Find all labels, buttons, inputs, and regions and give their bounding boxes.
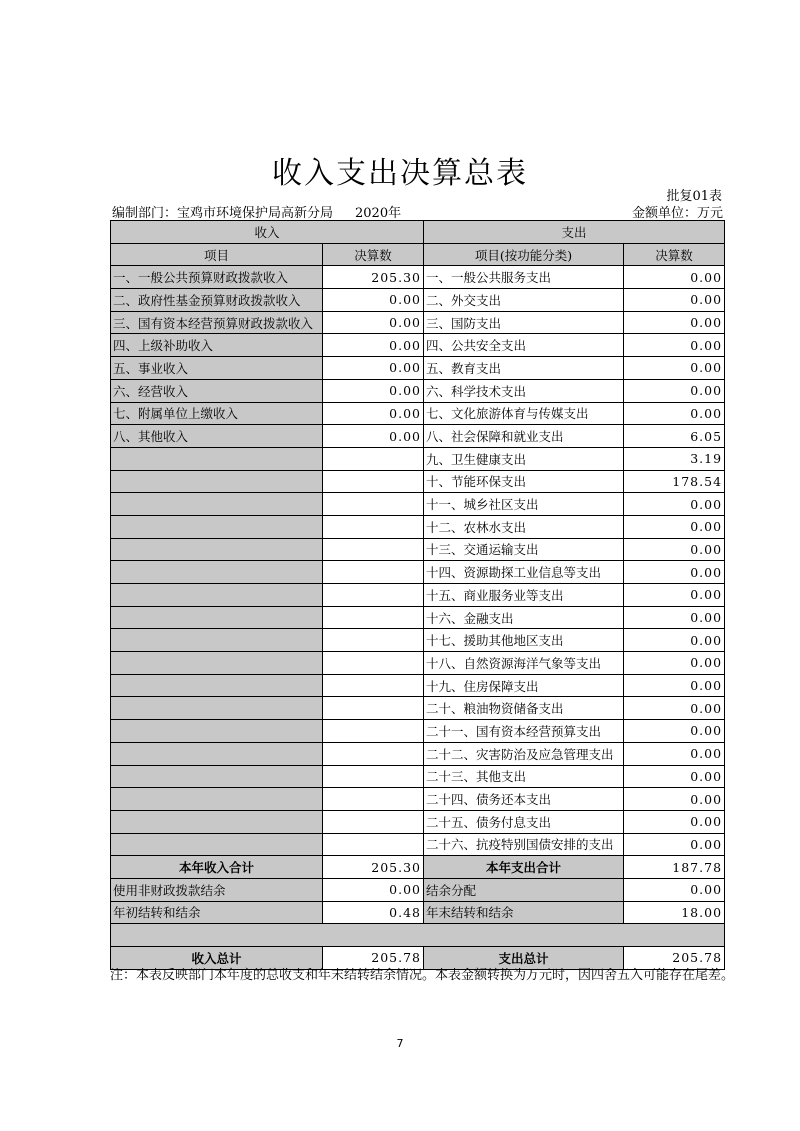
income-item-label: 五、事业收入	[111, 357, 323, 380]
expense-item-label: 十九、住房保障支出	[424, 674, 624, 697]
begin-carryover-label: 年初结转和结余	[111, 901, 323, 924]
table-row	[111, 266, 725, 289]
expense-item-value: 0.00	[624, 334, 725, 357]
income-item-label	[111, 742, 323, 765]
income-item-value	[323, 515, 424, 538]
table-row	[111, 742, 725, 765]
grand-expense-value: 205.78	[624, 947, 725, 970]
expense-item-value: 0.00	[624, 810, 725, 833]
footnote: 注：本表反映部门本年度的总收支和年末结转结余情况。本表金额转换为万元时，因四舍五入可能存在尾差。	[110, 968, 735, 983]
expense-item-value: 0.00	[624, 606, 725, 629]
income-item-value	[323, 493, 424, 516]
table-row	[111, 402, 725, 425]
income-amount-header: 决算数	[323, 243, 424, 266]
expense-item-value: 0.00	[624, 833, 725, 856]
end-carryover-value: 18.00	[624, 901, 725, 924]
income-item-header: 项目	[111, 243, 323, 266]
income-item-label	[111, 538, 323, 561]
table-row	[111, 561, 725, 584]
table-row	[111, 447, 725, 470]
expense-item-label: 二十一、国有资本经营预算支出	[424, 720, 624, 743]
income-item-value	[323, 538, 424, 561]
expense-item-value: 0.00	[624, 674, 725, 697]
year-label: 2020年	[355, 206, 402, 221]
nonfiscal-label: 使用非财政拨款结余	[111, 878, 323, 901]
expense-item-value: 0.00	[624, 561, 725, 584]
table-row	[111, 788, 725, 811]
table-row	[111, 810, 725, 833]
table-row	[111, 334, 725, 357]
expense-item-value: 0.00	[624, 379, 725, 402]
table-row	[111, 833, 725, 856]
income-section-header: 收入	[111, 221, 424, 244]
expense-item-value: 0.00	[624, 697, 725, 720]
end-carryover-label: 年末结转和结余	[424, 901, 624, 924]
income-item-value	[323, 470, 424, 493]
income-item-value	[323, 606, 424, 629]
income-item-value: 0.00	[323, 402, 424, 425]
expense-item-label: 十三、交通运输支出	[424, 538, 624, 561]
expense-item-label: 一、一般公共服务支出	[424, 266, 624, 289]
income-item-value	[323, 810, 424, 833]
expense-item-value: 0.00	[624, 652, 725, 675]
income-item-label	[111, 833, 323, 856]
income-item-label: 一、一般公共预算财政拨款收入	[111, 266, 323, 289]
expense-item-label: 二、外交支出	[424, 289, 624, 312]
expense-item-value: 0.00	[624, 584, 725, 607]
income-item-label	[111, 515, 323, 538]
expense-item-label: 十、节能环保支出	[424, 470, 624, 493]
expense-item-value: 6.05	[624, 425, 725, 448]
income-item-value: 0.00	[323, 357, 424, 380]
expense-item-label: 四、公共安全支出	[424, 334, 624, 357]
expense-item-label: 二十六、抗疫特别国债安排的支出	[424, 833, 624, 856]
income-item-value: 0.00	[323, 379, 424, 402]
expense-item-value: 0.00	[624, 357, 725, 380]
table-row	[111, 652, 725, 675]
expense-item-value: 178.54	[624, 470, 725, 493]
income-item-value	[323, 447, 424, 470]
expense-item-label: 十六、金融支出	[424, 606, 624, 629]
meta-row	[112, 202, 723, 221]
income-item-value	[323, 584, 424, 607]
expense-total-value: 187.78	[624, 856, 725, 879]
expense-item-label: 二十五、债务付息支出	[424, 810, 624, 833]
expense-item-label: 十八、自然资源海洋气象等支出	[424, 652, 624, 675]
grand-income-label: 收入总计	[111, 947, 323, 970]
department-label: 编制部门：宝鸡市环境保护局高新分局	[112, 206, 334, 221]
income-item-value	[323, 674, 424, 697]
income-item-label	[111, 765, 323, 788]
income-item-value	[323, 742, 424, 765]
page-number: 7	[396, 1037, 404, 1050]
table-row	[111, 606, 725, 629]
income-item-value	[323, 652, 424, 675]
income-item-value	[323, 720, 424, 743]
income-item-label: 八、其他收入	[111, 425, 323, 448]
table-row	[111, 289, 725, 312]
income-item-value	[323, 788, 424, 811]
expense-item-label: 十四、资源勘探工业信息等支出	[424, 561, 624, 584]
expense-item-label: 五、教育支出	[424, 357, 624, 380]
expense-item-label: 二十、粮油物资储备支出	[424, 697, 624, 720]
carryover-row	[111, 901, 725, 924]
annual-total-row	[111, 856, 725, 879]
expense-item-label: 八、社会保障和就业支出	[424, 425, 624, 448]
expense-item-label: 十一、城乡社区支出	[424, 493, 624, 516]
expense-item-value: 0.00	[624, 765, 725, 788]
expense-item-label: 十七、援助其他地区支出	[424, 629, 624, 652]
expense-item-label: 九、卫生健康支出	[424, 447, 624, 470]
page-title: 收入支出决算总表	[272, 156, 528, 191]
table-row	[111, 357, 725, 380]
grand-income-value: 205.78	[323, 947, 424, 970]
expense-item-value: 0.00	[624, 266, 725, 289]
table-row	[111, 538, 725, 561]
income-item-value: 205.30	[323, 266, 424, 289]
expense-item-label: 三、国防支出	[424, 311, 624, 334]
expense-item-header: 项目(按功能分类)	[424, 243, 624, 266]
expense-item-value: 0.00	[624, 289, 725, 312]
expense-item-value: 0.00	[624, 493, 725, 516]
income-item-value: 0.00	[323, 289, 424, 312]
expense-amount-header: 决算数	[624, 243, 725, 266]
grand-expense-label: 支出总计	[424, 947, 624, 970]
table-row	[111, 584, 725, 607]
income-item-value: 0.00	[323, 311, 424, 334]
expense-item-value: 0.00	[624, 720, 725, 743]
income-item-label	[111, 788, 323, 811]
expense-item-label: 十五、商业服务业等支出	[424, 584, 624, 607]
expense-item-value: 0.00	[624, 788, 725, 811]
income-item-value	[323, 629, 424, 652]
income-item-label	[111, 652, 323, 675]
income-item-label: 六、经营收入	[111, 379, 323, 402]
income-item-value	[323, 833, 424, 856]
table-row	[111, 629, 725, 652]
income-item-label	[111, 584, 323, 607]
table-row	[111, 765, 725, 788]
income-item-label: 四、上级补助收入	[111, 334, 323, 357]
expense-item-label: 二十四、债务还本支出	[424, 788, 624, 811]
table-row	[111, 515, 725, 538]
income-item-value	[323, 561, 424, 584]
blank-row	[111, 924, 725, 947]
income-item-value	[323, 765, 424, 788]
expense-item-value: 0.00	[624, 742, 725, 765]
expense-item-label: 二十二、灾害防治及应急管理支出	[424, 742, 624, 765]
expense-item-value: 0.00	[624, 629, 725, 652]
income-item-label	[111, 674, 323, 697]
expense-section-header: 支出	[424, 221, 725, 244]
income-item-label	[111, 447, 323, 470]
income-total-label: 本年收入合计	[111, 856, 323, 879]
income-item-label: 二、政府性基金预算财政拨款收入	[111, 289, 323, 312]
expense-item-label: 七、文化旅游体育与传媒支出	[424, 402, 624, 425]
expense-total-label: 本年支出合计	[424, 856, 624, 879]
expense-item-value: 0.00	[624, 311, 725, 334]
income-item-label	[111, 629, 323, 652]
nonfiscal-row	[111, 878, 725, 901]
table-row	[111, 379, 725, 402]
table-row	[111, 697, 725, 720]
income-item-value: 0.00	[323, 425, 424, 448]
expense-item-value: 0.00	[624, 402, 725, 425]
expense-item-label: 十二、农林水支出	[424, 515, 624, 538]
surplus-distribution-label: 结余分配	[424, 878, 624, 901]
blank-cell	[111, 924, 725, 947]
expense-item-value: 0.00	[624, 515, 725, 538]
income-item-value	[323, 697, 424, 720]
table-row	[111, 425, 725, 448]
income-item-label	[111, 606, 323, 629]
income-item-label	[111, 493, 323, 516]
income-item-label: 三、国有资本经营预算财政拨款收入	[111, 311, 323, 334]
income-item-label	[111, 470, 323, 493]
income-item-label	[111, 697, 323, 720]
expense-item-label: 六、科学技术支出	[424, 379, 624, 402]
surplus-distribution-value: 0.00	[624, 878, 725, 901]
income-expense-table	[110, 220, 725, 970]
expense-item-label: 二十三、其他支出	[424, 765, 624, 788]
income-item-label	[111, 561, 323, 584]
table-row	[111, 470, 725, 493]
form-number: 批复01表	[666, 189, 722, 204]
unit-label: 金额单位：万元	[631, 206, 723, 221]
begin-carryover-value: 0.48	[323, 901, 424, 924]
income-item-value: 0.00	[323, 334, 424, 357]
table-row	[111, 493, 725, 516]
expense-item-value: 0.00	[624, 538, 725, 561]
income-total-value: 205.30	[323, 856, 424, 879]
section-header-row	[111, 221, 725, 244]
nonfiscal-value: 0.00	[323, 878, 424, 901]
income-item-label: 七、附属单位上缴收入	[111, 402, 323, 425]
income-item-label	[111, 720, 323, 743]
expense-item-value: 3.19	[624, 447, 725, 470]
table-row	[111, 720, 725, 743]
table-row	[111, 674, 725, 697]
column-header-row	[111, 243, 725, 266]
income-item-label	[111, 810, 323, 833]
table-row	[111, 311, 725, 334]
